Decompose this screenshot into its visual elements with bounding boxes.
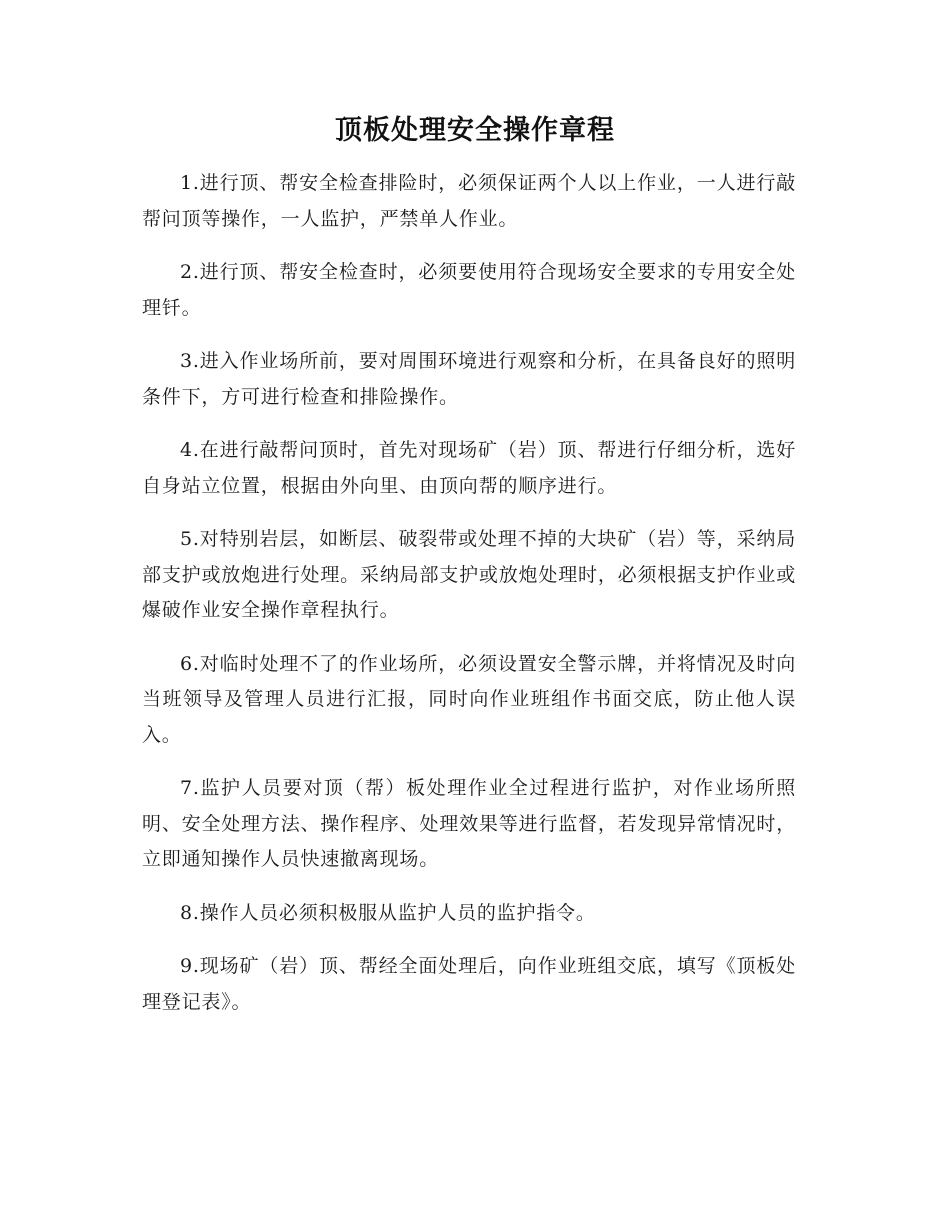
paragraph-9: 9.现场矿（岩）顶、帮经全面处理后，向作业班组交底，填写《顶板处理登记表》。 [142,955,796,1013]
paragraph-6: 6.对临时处理不了的作业场所，必须设置安全警示牌，并将情况及时向当班领导及管理人员进行汇报，同时向作业班组作书面交底，防止他人误入。 [142,652,796,746]
paragraph-4: 4.在进行敲帮问顶时，首先对现场矿（岩）顶、帮进行仔细分析，选好自身站立位置，根据由外向里、由顶向帮的顺序进行。 [142,439,796,497]
paragraph-1: 1.进行顶、帮安全检查排险时，必须保证两个人以上作业，一人进行敲帮问顶等操作，一人监护，严禁单人作业。 [142,172,796,230]
document-body [142,166,796,1038]
paragraph-2: 2.进行顶、帮安全检查时，必须要使用符合现场安全要求的专用安全处理钎。 [142,261,796,319]
paragraph-7: 7.监护人员要对顶（帮）板处理作业全过程进行监护，对作业场所照明、安全处理方法、操作程序、处理效果等进行监督，若发现异常情况时，立即通知操作人员快速撤离现场。 [142,777,796,870]
document-title: 顶板处理安全操作章程 [335,115,615,146]
paragraph-5: 5.对特别岩层，如断层、破裂带或处理不掉的大块矿（岩）等，采纳局部支护或放炮进行处理。采纳局部支护或放炮处理时，必须根据支护作业或爆破作业安全操作章程执行。 [142,528,796,621]
paragraph-3: 3.进入作业场所前，要对周围环境进行观察和分析，在具备良好的照明条件下，方可进行检查和排险操作。 [142,350,796,408]
paragraph-8: 8.操作人员必须积极服从监护人员的监护指令。 [180,901,596,924]
